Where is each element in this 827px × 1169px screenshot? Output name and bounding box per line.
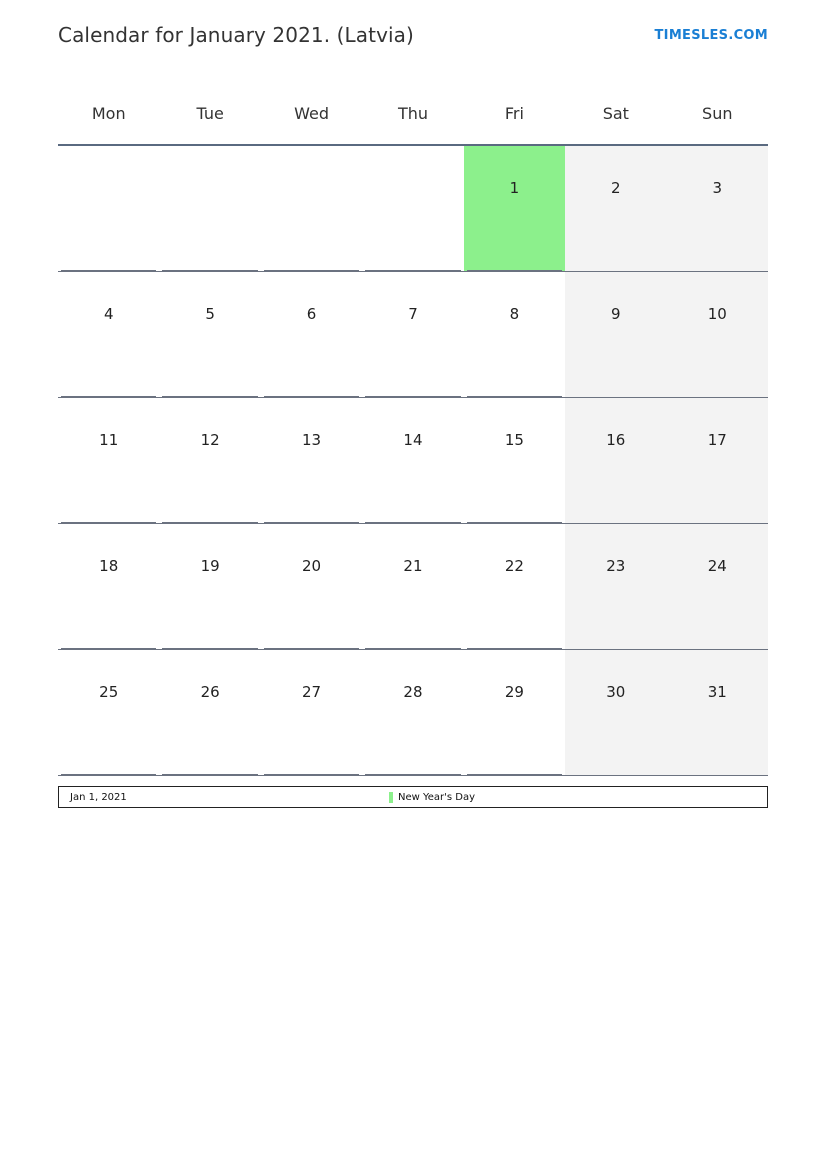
weekday-header-fri: Fri: [464, 82, 565, 145]
weekday-header-wed: Wed: [261, 82, 362, 145]
weekday-header-sun: Sun: [667, 82, 768, 145]
calendar-day-cell[interactable]: [667, 398, 768, 524]
calendar-cell-empty: [159, 145, 260, 272]
calendar-grid: [58, 82, 768, 776]
calendar-week-row: [58, 650, 768, 776]
day-number: 24: [707, 557, 727, 575]
day-number: 16: [606, 431, 626, 449]
calendar-header-row: [58, 82, 768, 145]
calendar-week-row: [58, 145, 768, 272]
calendar-day-cell[interactable]: [159, 524, 260, 650]
day-number: 17: [707, 431, 727, 449]
calendar-day-cell[interactable]: [362, 398, 463, 524]
day-number: 18: [99, 557, 119, 575]
day-number: 29: [504, 683, 524, 701]
calendar-day-cell[interactable]: [362, 272, 463, 398]
day-number: 13: [302, 431, 322, 449]
day-number: 11: [99, 431, 119, 449]
legend-event: [389, 792, 475, 803]
day-number: 6: [306, 305, 317, 323]
page-header: [58, 18, 768, 52]
calendar-week-row: [58, 272, 768, 398]
calendar-day-cell[interactable]: [159, 398, 260, 524]
day-number: 19: [200, 557, 220, 575]
calendar-day-cell[interactable]: [261, 524, 362, 650]
calendar-cell-empty: [362, 145, 463, 272]
day-number: 25: [99, 683, 119, 701]
calendar-day-cell[interactable]: [261, 272, 362, 398]
calendar-cell-empty: [58, 145, 159, 272]
day-number: 2: [611, 179, 621, 197]
calendar-week-row: [58, 524, 768, 650]
calendar-day-cell[interactable]: [58, 272, 159, 398]
day-number: 22: [504, 557, 524, 575]
brand-link[interactable]: TIMESLES.COM: [654, 27, 768, 43]
calendar-day-cell[interactable]: [667, 524, 768, 650]
calendar-day-cell[interactable]: [667, 650, 768, 776]
day-number: 7: [408, 305, 418, 323]
day-number: 8: [509, 305, 520, 323]
day-number: 20: [302, 557, 322, 575]
day-number: 4: [103, 305, 114, 323]
day-number: 23: [606, 557, 626, 575]
weekday-header-thu: Thu: [362, 82, 463, 145]
calendar-day-cell[interactable]: [464, 272, 565, 398]
day-number: 28: [403, 683, 423, 701]
calendar-day-cell[interactable]: [464, 145, 565, 272]
page-title: Calendar for January 2021. (Latvia): [58, 23, 414, 47]
day-number: 14: [403, 431, 423, 449]
day-number: 31: [707, 683, 727, 701]
holiday-swatch-icon: [389, 792, 393, 803]
calendar-day-cell[interactable]: [667, 145, 768, 272]
calendar-day-cell[interactable]: [261, 650, 362, 776]
calendar-day-cell[interactable]: [58, 524, 159, 650]
day-number: 26: [200, 683, 220, 701]
calendar-day-cell[interactable]: [565, 398, 666, 524]
calendar-day-cell[interactable]: [565, 524, 666, 650]
calendar-cell-empty: [261, 145, 362, 272]
calendar-day-cell[interactable]: [58, 650, 159, 776]
calendar-day-cell[interactable]: [565, 272, 666, 398]
day-number: 27: [302, 683, 322, 701]
weekday-header-tue: Tue: [159, 82, 260, 145]
calendar-day-cell[interactable]: [565, 145, 666, 272]
calendar-day-cell[interactable]: [464, 398, 565, 524]
calendar-body: [58, 145, 768, 776]
calendar-week-row: [58, 398, 768, 524]
day-number: 3: [712, 179, 723, 197]
calendar-day-cell[interactable]: [58, 398, 159, 524]
legend-bar: [58, 786, 768, 808]
calendar-day-cell[interactable]: [159, 650, 260, 776]
calendar-day-cell[interactable]: [464, 524, 565, 650]
day-number: 21: [403, 557, 423, 575]
day-number: 15: [504, 431, 524, 449]
day-number: 9: [611, 305, 621, 323]
calendar-day-cell[interactable]: [464, 650, 565, 776]
day-number: 12: [200, 431, 220, 449]
day-number: 10: [707, 305, 727, 323]
calendar-table: [58, 82, 768, 776]
calendar-day-cell[interactable]: [159, 272, 260, 398]
legend-event-label: New Year's Day: [398, 791, 476, 803]
weekday-header-mon: Mon: [58, 82, 159, 145]
day-number: 5: [205, 305, 215, 323]
legend-date: Jan 1, 2021: [70, 791, 127, 803]
calendar-day-cell[interactable]: [261, 398, 362, 524]
calendar-day-cell[interactable]: [362, 650, 463, 776]
calendar-day-cell[interactable]: [565, 650, 666, 776]
calendar-day-cell[interactable]: [667, 272, 768, 398]
weekday-header-sat: Sat: [565, 82, 666, 145]
calendar-day-cell[interactable]: [362, 524, 463, 650]
day-number: 30: [606, 683, 626, 701]
day-number: 1: [509, 179, 520, 197]
